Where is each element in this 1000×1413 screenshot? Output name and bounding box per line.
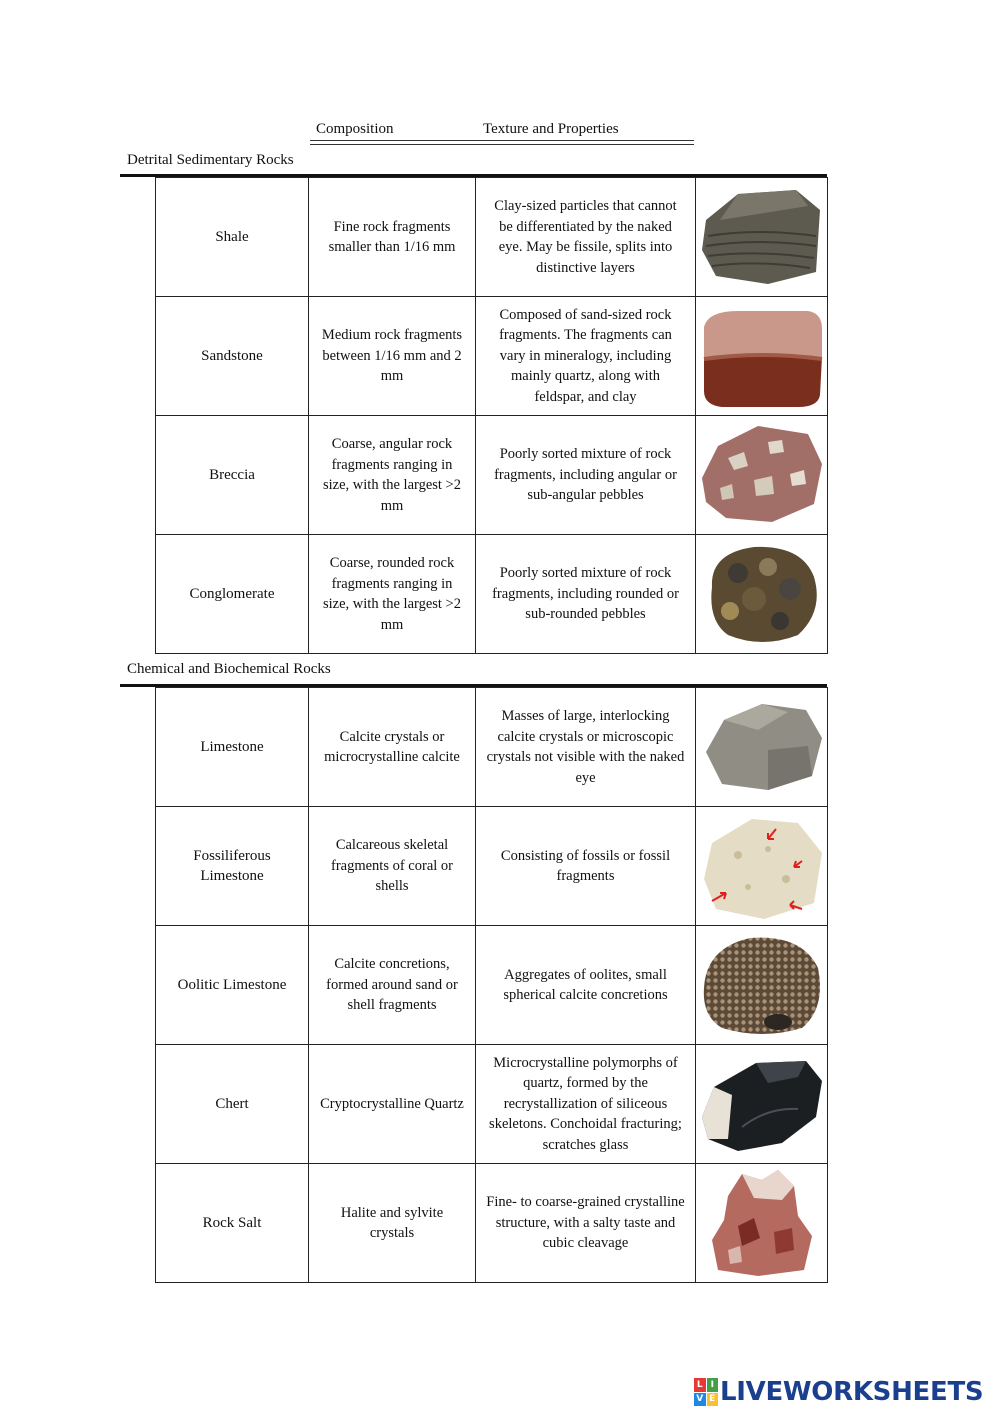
shale-photo [696, 178, 828, 297]
texture-column-header: Texture and Properties [483, 121, 619, 137]
oolitic-limestone-photo [696, 926, 828, 1045]
rock-name: Sandstone [156, 297, 309, 416]
rock-composition: Cryptocrystalline Quartz [309, 1045, 476, 1164]
table-row [156, 297, 828, 416]
rock-texture: Aggregates of oolites, small spherical calcite concretions [476, 926, 696, 1045]
rock-composition: Halite and sylvite crystals [309, 1164, 476, 1283]
rock-salt-photo [696, 1164, 828, 1283]
rock-texture: Masses of large, interlocking calcite crystals or microscopic crystals not visible with the naked eye [476, 688, 696, 807]
rock-texture: Microcrystalline polymorphs of quartz, formed by the recrystallization of siliceous skeletons. Conchoidal fracturing; scratches glass [476, 1045, 696, 1164]
rock-name: Chert [156, 1045, 309, 1164]
table-row [156, 535, 828, 654]
rock-texture: Clay-sized particles that cannot be differentiated by the naked eye. May be fissile, splits into distinctive layers [476, 178, 696, 297]
rock-composition: Fine rock fragments smaller than 1/16 mm [309, 178, 476, 297]
rock-texture: Poorly sorted mixture of rock fragments, including angular or sub-angular pebbles [476, 416, 696, 535]
rock-name: Rock Salt [156, 1164, 309, 1283]
rock-composition: Calcareous skeletal fragments of coral or shells [309, 807, 476, 926]
logo-badge-icon: L I V E [694, 1378, 718, 1406]
table-row [156, 178, 828, 297]
limestone-photo [696, 688, 828, 807]
table-row [156, 926, 828, 1045]
rock-name: Limestone [156, 688, 309, 807]
breccia-photo [696, 416, 828, 535]
rock-composition: Coarse, angular rock fragments ranging in size, with the largest >2 mm [309, 416, 476, 535]
rock-name: Conglomerate [156, 535, 309, 654]
rock-composition: Coarse, rounded rock fragments ranging in size, with the largest >2 mm [309, 535, 476, 654]
rock-name: Breccia [156, 416, 309, 535]
rock-composition: Calcite crystals or microcrystalline calcite [309, 688, 476, 807]
rock-texture: Poorly sorted mixture of rock fragments, including rounded or sub-rounded pebbles [476, 535, 696, 654]
table-row [156, 688, 828, 807]
logo-text: LIVEWORKSHEETS [720, 1377, 984, 1407]
table-row [156, 807, 828, 926]
rock-texture: Composed of sand-sized rock fragments. The fragments can vary in mineralogy, including mainly quartz, along with feldspar, and clay [476, 297, 696, 416]
composition-column-header: Composition [316, 121, 394, 137]
rock-name: Oolitic Limestone [156, 926, 309, 1045]
rock-composition: Medium rock fragments between 1/16 mm and 2 mm [309, 297, 476, 416]
rock-name: Shale [156, 178, 309, 297]
rock-composition: Calcite concretions, formed around sand or shell fragments [309, 926, 476, 1045]
rock-name: Fossiliferous Limestone [156, 807, 309, 926]
rock-texture: Fine- to coarse-grained crystalline structure, with a salty taste and cubic cleavage [476, 1164, 696, 1283]
sandstone-photo [696, 297, 828, 416]
chemical-section-title: Chemical and Biochemical Rocks [127, 661, 331, 677]
rock-texture: Consisting of fossils or fossil fragments [476, 807, 696, 926]
header-double-rule [310, 140, 694, 145]
liveworksheets-logo [694, 1377, 983, 1407]
chert-photo [696, 1045, 828, 1164]
table-row [156, 416, 828, 535]
detrital-section-title: Detrital Sedimentary Rocks [127, 152, 294, 168]
table-row [156, 1045, 828, 1164]
detrital-rocks-table [155, 177, 828, 654]
table-row [156, 1164, 828, 1283]
conglomerate-photo [696, 535, 828, 654]
chemical-rocks-table [155, 687, 828, 1283]
fossiliferous-limestone-photo [696, 807, 828, 926]
